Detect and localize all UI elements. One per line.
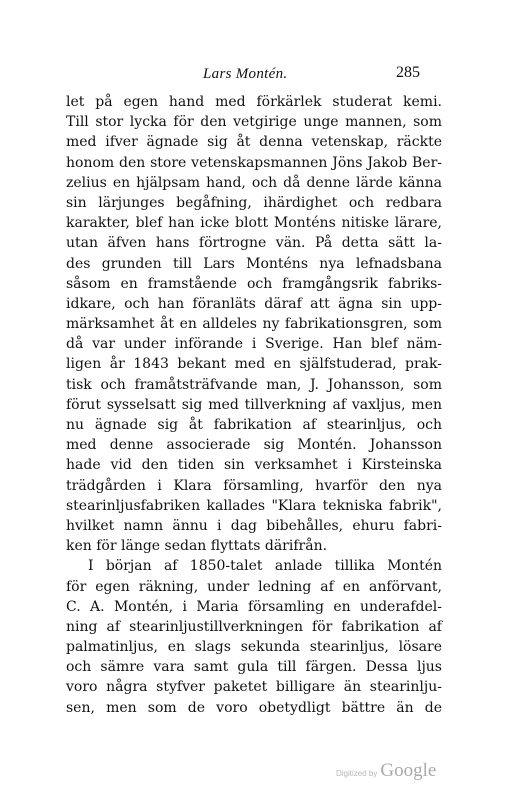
body-text [66,92,442,718]
text-line: såsom en framstående och framgångsrik fabriks- [66,275,442,292]
digitized-watermark [336,760,436,782]
text-line: tisk och framåtsträfvande man, J. Johansson, som [66,376,442,393]
paragraph-start-line: I början af 1850-talet anlade tillika Montén [88,558,442,575]
watermark-prefix: Digitized by [336,769,378,778]
text-line: idkare, och han föranläts däraf att ägna sin upp- [66,295,442,312]
text-line: ligen år 1843 bekant med en själfstuderad, prak- [66,356,442,373]
text-line: med ifver ägnade sig åt denna vetenskap, räckte [66,134,442,151]
text-line: nu ägnade sig åt fabrikation af stearinljus, och [66,417,442,433]
text-line: med denne associerade sig Montén. Johansson [66,437,442,454]
text-line: ning af stearinljustillverkningen för fabrikation af [66,618,442,635]
text-line: sen, men som de voro obetydligt bättre än de [66,699,442,716]
page-number: 285 [396,64,420,81]
text-line: voro några styfver paketet billigare än stearinlju- [66,679,442,696]
google-logo: Google [380,760,437,781]
text-line: och sämre vara samt gula till färgen. Dessa ljus [66,659,442,676]
text-line: utan äfven hans förtrogne vän. På detta sätt la- [66,235,442,252]
text-line: C. A. Montén, i Maria församling en underafdel- [66,598,442,615]
text-line: Till stor lycka för den vetgirige unge mannen, som [66,114,442,131]
text-line: förut sysselsatt sig med tillverkning af vaxljus, men [66,396,442,413]
text-line: zelius en hjälpsam hand, och då denne lärde känna [66,174,442,191]
text-line: honom den store vetenskapsmannen Jöns Jakob Ber- [66,154,442,171]
text-line: des grunden till Lars Monténs nya lefnadsbana [66,255,442,272]
text-line: let på egen hand med förkärlek studerat kemi. [66,94,442,110]
text-line: palmatinljus, en slags sekunda stearinljus, lösare [66,639,442,656]
text-line: karakter, blef han icke blott Monténs nitiske lärare, [66,215,442,232]
text-line: hade vid den tiden sin verksamhet i Kirsteinska [66,457,442,474]
text-line: sin lärjunges begåfning, ihärdighet och redbara [66,194,442,211]
running-title: Lars Montén. [203,66,288,82]
text-line: märksamhet åt en alldeles ny fabrikationsgren, som [66,316,442,333]
paragraph-end-line: ken för länge sedan flyttats därifrån. [66,538,328,555]
text-line: trädgården i Klara församling, hvarför den nya [66,477,442,494]
text-line: för egen räkning, under ledning af en anförvant, [66,578,442,595]
text-line: stearinljusfabriken kallades "Klara tekniska fabrik", [66,497,442,514]
text-line: hvilket namn ännu i dag bibehålles, ehuru fabri- [66,517,442,534]
text-line: då var under införande i Sverige. Han blef näm- [66,336,442,353]
